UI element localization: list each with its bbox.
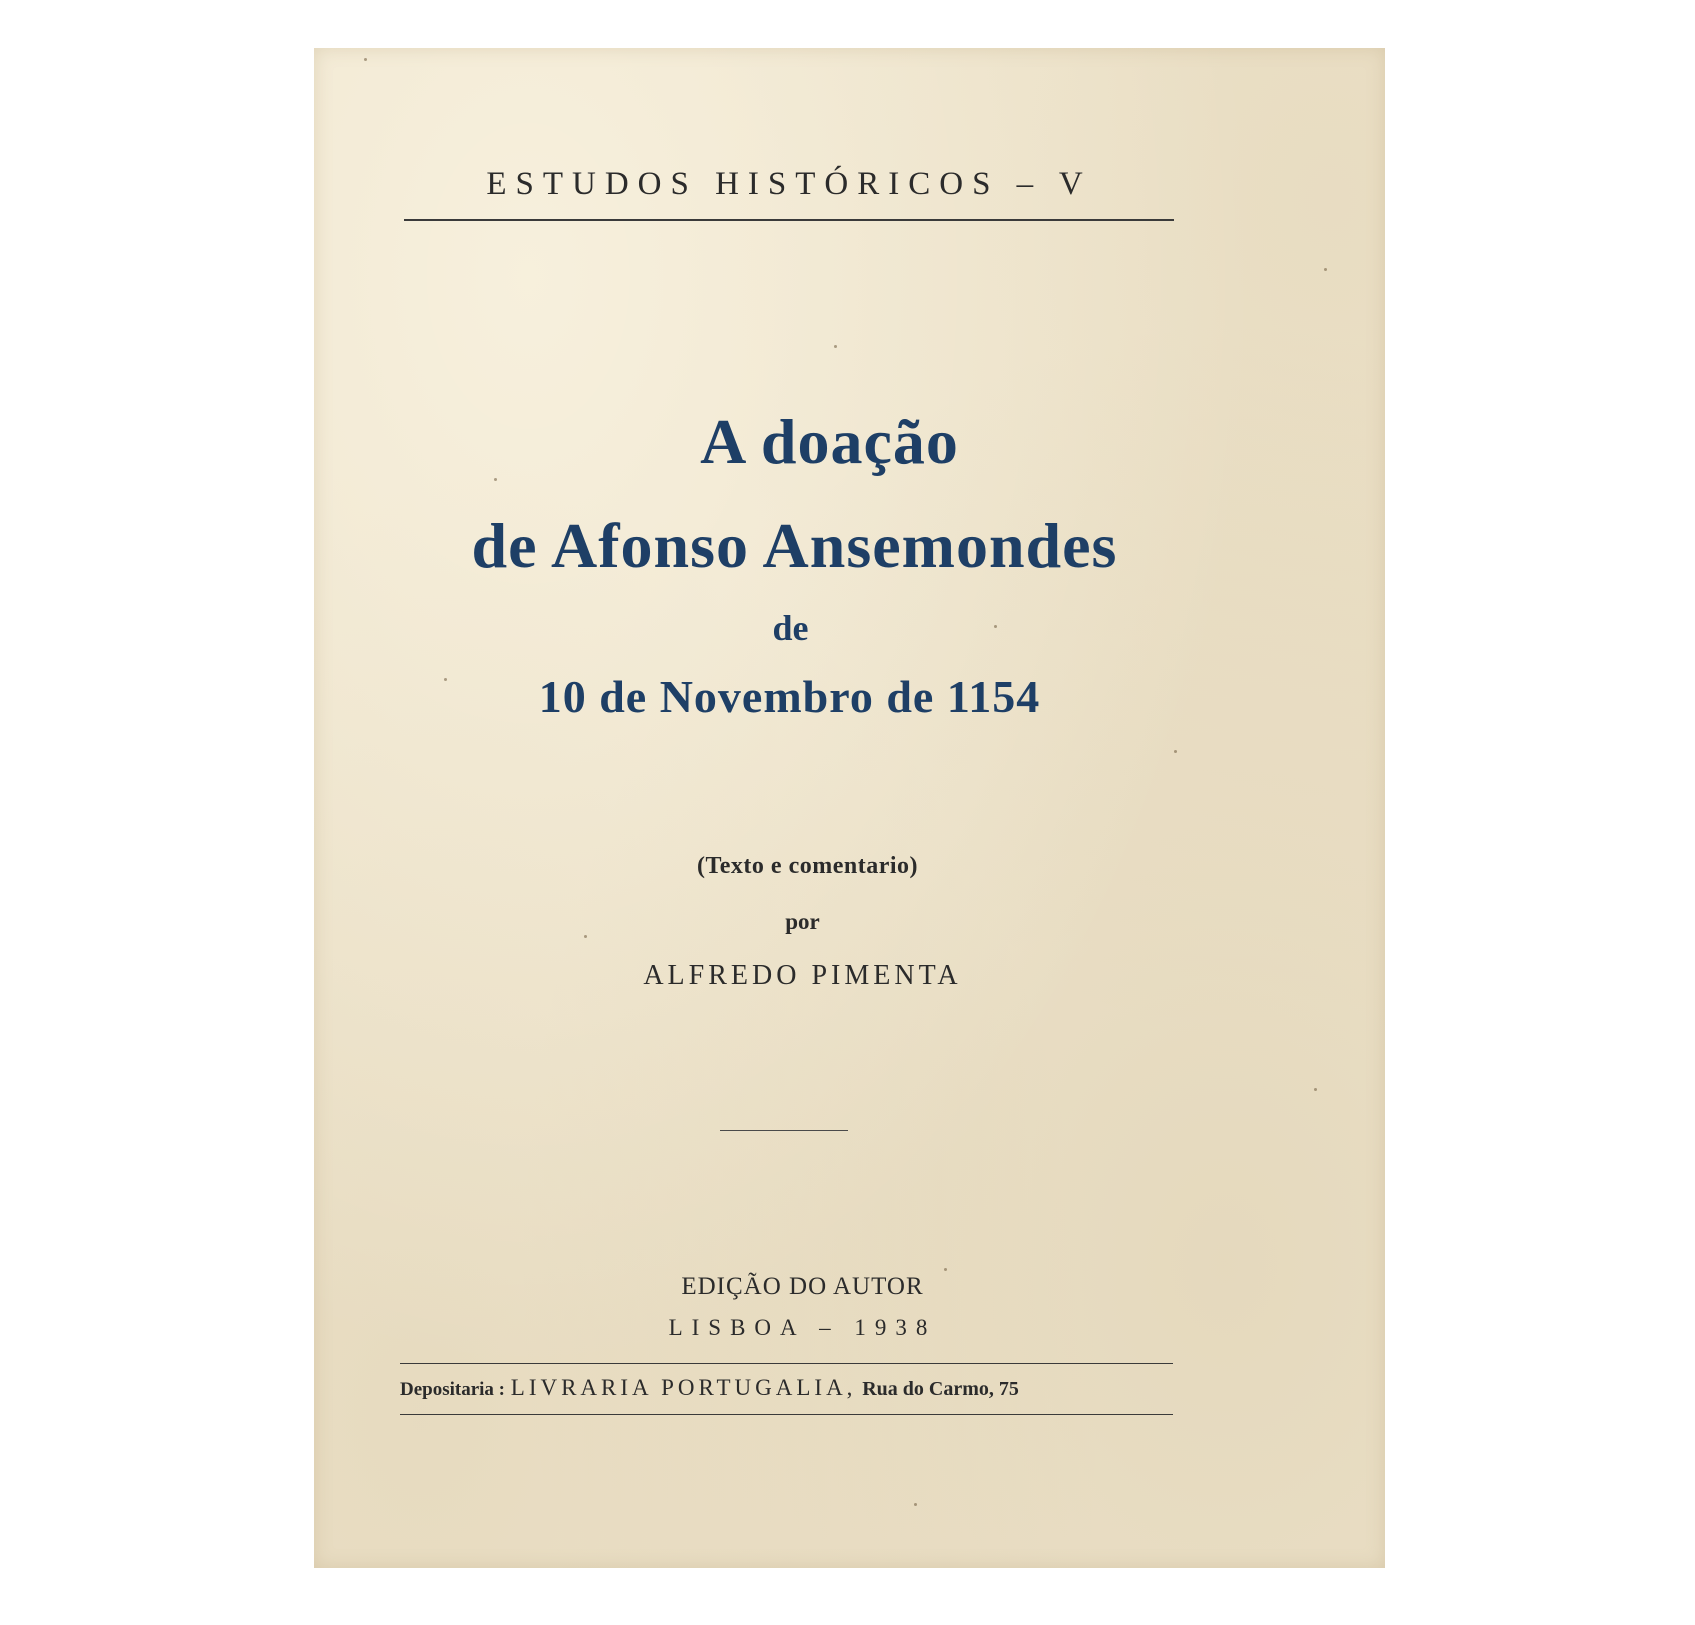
book-cover — [314, 48, 1385, 1568]
depositary-label: Depositaria : — [400, 1379, 506, 1400]
bottom-rule-upper — [400, 1363, 1173, 1364]
depositary-line — [400, 1376, 1173, 1399]
bottom-rule-lower — [400, 1414, 1173, 1415]
edition-label: EDIÇÃO DO AUTOR — [681, 1273, 924, 1300]
title-line-2: de Afonso Ansemondes — [471, 510, 1118, 581]
place-year: LISBOA – 1938 — [668, 1315, 937, 1340]
top-rule — [404, 219, 1174, 221]
depositary-name: LIVRARIA PORTUGALIA, — [510, 1375, 857, 1400]
title-line-4: 10 de Novembro de 1154 — [538, 671, 1041, 722]
by-label: por — [785, 909, 820, 934]
middle-rule — [720, 1130, 848, 1131]
author-name: ALFREDO PIMENTA — [643, 960, 962, 991]
title-line-1: A doação — [700, 406, 959, 477]
title-line-3: de — [772, 608, 809, 648]
subtitle: (Texto e comentario) — [696, 853, 919, 879]
series-title: ESTUDOS HISTÓRICOS – V — [486, 166, 1092, 202]
depositary-address: Rua do Carmo, 75 — [862, 1378, 1019, 1400]
